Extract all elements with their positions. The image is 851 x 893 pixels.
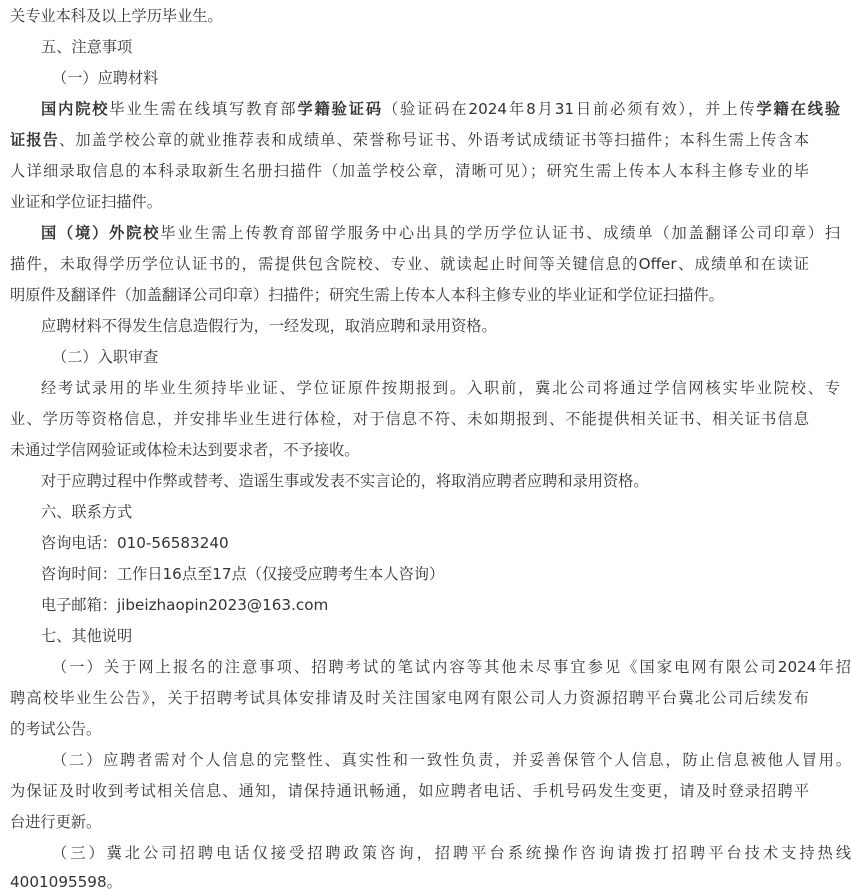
paragraph-line: 业证和学位证扫描件。 (10, 193, 162, 211)
paragraph-line: 业、学历等资格信息，并安排毕业生进行体检，对于信息不符、未如期报到、不能提供相关证书、相关证书信息 (10, 410, 809, 428)
subsection-heading: （一）应聘材料 (52, 69, 159, 87)
bold-text: 国内院校 (41, 100, 110, 118)
text-span: （验证码在2024年8月31日前必须有效），并上传 (382, 100, 757, 118)
subsection-heading: （二）入职审查 (52, 348, 159, 366)
paragraph-line (10, 223, 840, 243)
bold-text: 学籍验证码 (297, 100, 383, 118)
paragraph-line (10, 130, 809, 150)
paragraph-line: 经考试录用的毕业生须持毕业证、学位证原件按期报到。入职前，冀北公司将通过学信网核实毕业院校、专 (41, 379, 840, 397)
paragraph-line: 未通过学信网验证或体检未达到要求者，不予接收。 (10, 441, 360, 459)
text-span: 、加盖学校公章的就业推荐表和成绩单、荣誉称号证书、外语考试成绩证书等扫描件；本科生需上传含本 (59, 131, 810, 149)
paragraph-line: （二）应聘者需对个人信息的完整性、真实性和一致性负责，并妥善保管个人信息，防止信息被他人冒用。 (52, 751, 851, 769)
section-heading: 七、其他说明 (41, 627, 133, 645)
paragraph-line: （一）关于网上报名的注意事项、招聘考试的笔试内容等其他未尽事宜参见《国家电网有限公司2024年招 (52, 658, 851, 676)
contact-phone: 咨询电话：010-56583240 (41, 534, 229, 552)
section-heading: 五、注意事项 (41, 38, 133, 56)
contact-hours: 咨询时间：工作日16点至17点（仅接受应聘考生本人咨询） (41, 565, 445, 583)
paragraph-line: 为保证及时收到考试相关信息、通知，请保持通讯畅通，如应聘者电话、手机号码发生变更，请及时登录招聘平 (10, 782, 809, 800)
paragraph-line: 人详细录取信息的本科录取新生名册扫描件（加盖学校公章，清晰可见）；研究生需上传本人本科主修专业的毕 (10, 162, 809, 180)
bold-text: 证报告 (10, 131, 59, 149)
paragraph-line: 描件，未取得学历学位认证书的，需提供包含院校、专业、就读起止时间等关键信息的Offer、成绩单和在读证 (10, 255, 809, 273)
paragraph-line (10, 99, 840, 119)
text-line: 关专业本科及以上学历毕业生。 (10, 7, 223, 25)
contact-email: 电子邮箱：jibeizhaopin2023@163.com (41, 596, 329, 614)
paragraph-line: （三）冀北公司招聘电话仅接受招聘政策咨询，招聘平台系统操作咨询请拨打招聘平台技术支持热线 (52, 844, 851, 862)
paragraph-line: 聘高校毕业生公告》，关于招聘考试具体安排请及时关注国家电网有限公司人力资源招聘平台冀北公司后续发布 (10, 689, 809, 707)
text-span: 毕业生需上传教育部留学服务中心出具的学历学位认证书、成绩单（加盖翻译公司印章）扫 (160, 224, 841, 242)
paragraph-line: 4001095598。 (10, 873, 122, 891)
text-span: 毕业生需在线填写教育部 (109, 100, 298, 118)
paragraph-line: 明原件及翻译件（加盖翻译公司印章）扫描件；研究生需上传本人本科主修专业的毕业证和学位证扫描件。 (10, 286, 724, 304)
paragraph-line: 台进行更新。 (10, 813, 102, 831)
bold-text: 国（境）外院校 (41, 224, 161, 242)
section-heading: 六、联系方式 (41, 503, 133, 521)
paragraph-line: 应聘材料不得发生信息造假行为，一经发现，取消应聘和录用资格。 (41, 317, 497, 335)
paragraph-line: 的考试公告。 (10, 720, 102, 738)
paragraph-line: 对于应聘过程中作弊或替考、造谣生事或发表不实言论的，将取消应聘者应聘和录用资格。 (41, 472, 649, 490)
bold-text: 学籍在线验 (756, 100, 841, 118)
